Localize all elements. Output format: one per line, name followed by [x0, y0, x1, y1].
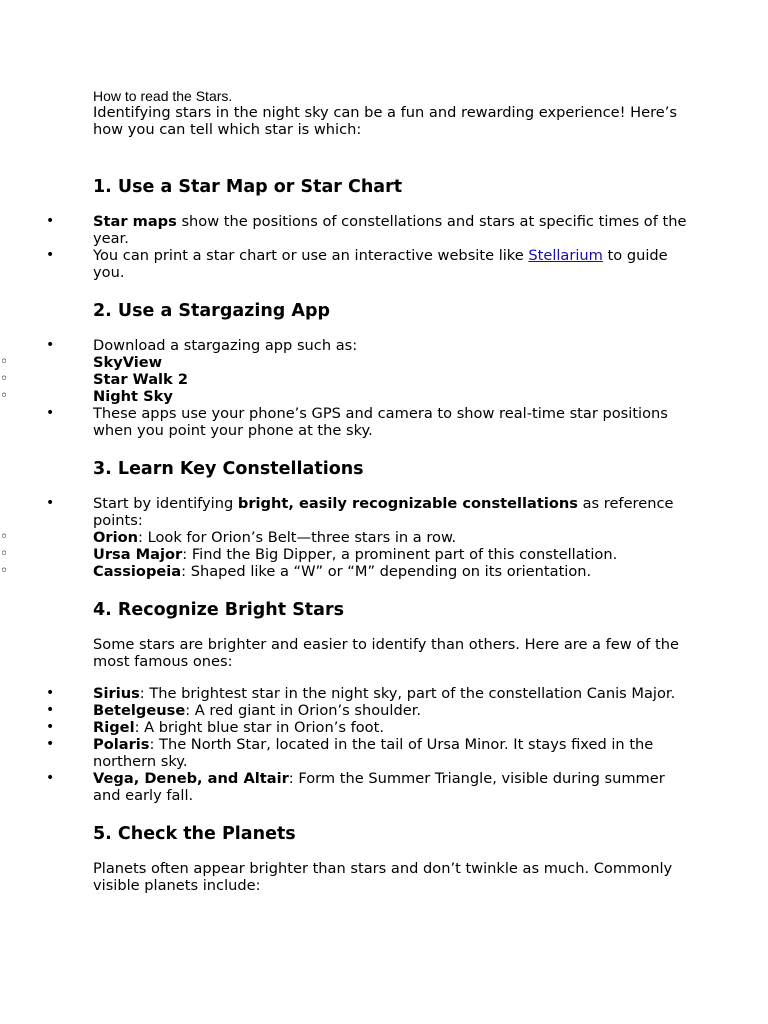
sub-list-item: ◦ Ursa Major: Find the Big Dipper, a prominent part of this constellation.	[93, 546, 693, 563]
sub-list-item: ◦ Star Walk 2	[93, 371, 693, 388]
section-heading: 5. Check the Planets	[93, 824, 296, 844]
section-heading: 4. Recognize Bright Stars	[93, 600, 345, 620]
document-body	[93, 88, 693, 913]
list-item: • Download a stargazing app such as:	[93, 337, 693, 354]
sub-list-item: ◦ SkyView	[93, 354, 693, 371]
list-item: • These apps use your phone’s GPS and camera to show real-time star positions when you point your phone at the sky.	[93, 405, 693, 439]
bullet-list	[93, 495, 693, 580]
section-paragraph: Some stars are brighter and easier to identify than others. Here are a few of the most famous ones:	[93, 636, 679, 670]
list-item: • Betelgeuse: A red giant in Orion’s shoulder.	[93, 702, 693, 719]
stellarium-link[interactable]: Stellarium	[528, 247, 603, 264]
bullet-list	[93, 337, 693, 439]
section-bright-stars	[93, 599, 693, 804]
sub-list-item: ◦ Orion: Look for Orion’s Belt—three stars in a row.	[93, 529, 693, 546]
sub-list-item: ◦ Night Sky	[93, 388, 693, 405]
list-item: • Sirius: The brightest star in the night sky, part of the constellation Canis Major.	[93, 685, 693, 702]
intro-paragraph: Identifying stars in the night sky can be a fun and rewarding experience! Here’s how you can tell which star is which:	[93, 104, 677, 138]
section-heading: 2. Use a Stargazing App	[93, 301, 331, 321]
section-planets	[93, 823, 693, 894]
section-paragraph: Planets often appear brighter than stars and don’t twinkle as much. Commonly visible planets include:	[93, 860, 673, 894]
list-item: • Vega, Deneb, and Altair: Form the Summer Triangle, visible during summer and early fall.	[93, 770, 693, 804]
document-title: How to read the Stars.	[93, 88, 233, 104]
list-item: • Star maps show the positions of constellations and stars at specific times of the year.	[93, 213, 693, 247]
sub-list-item: ◦ Cassiopeia: Shaped like a “W” or “M” depending on its orientation.	[93, 563, 693, 580]
list-item: • Rigel: A bright blue star in Orion’s foot.	[93, 719, 693, 736]
section-heading: 3. Learn Key Constellations	[93, 459, 364, 479]
list-item: • Start by identifying bright, easily recognizable constellations as reference points:	[93, 495, 693, 529]
bullet-list	[93, 213, 693, 281]
list-item: • Polaris: The North Star, located in the tail of Ursa Minor. It stays fixed in the northern sky.	[93, 736, 693, 770]
section-stargazing-app	[93, 300, 693, 439]
section-heading: 1. Use a Star Map or Star Chart	[93, 177, 403, 197]
section-constellations	[93, 458, 693, 580]
list-item: • You can print a star chart or use an interactive website like Stellarium to guide you.	[93, 247, 693, 281]
bullet-list	[93, 685, 693, 804]
section-star-map	[93, 176, 693, 281]
